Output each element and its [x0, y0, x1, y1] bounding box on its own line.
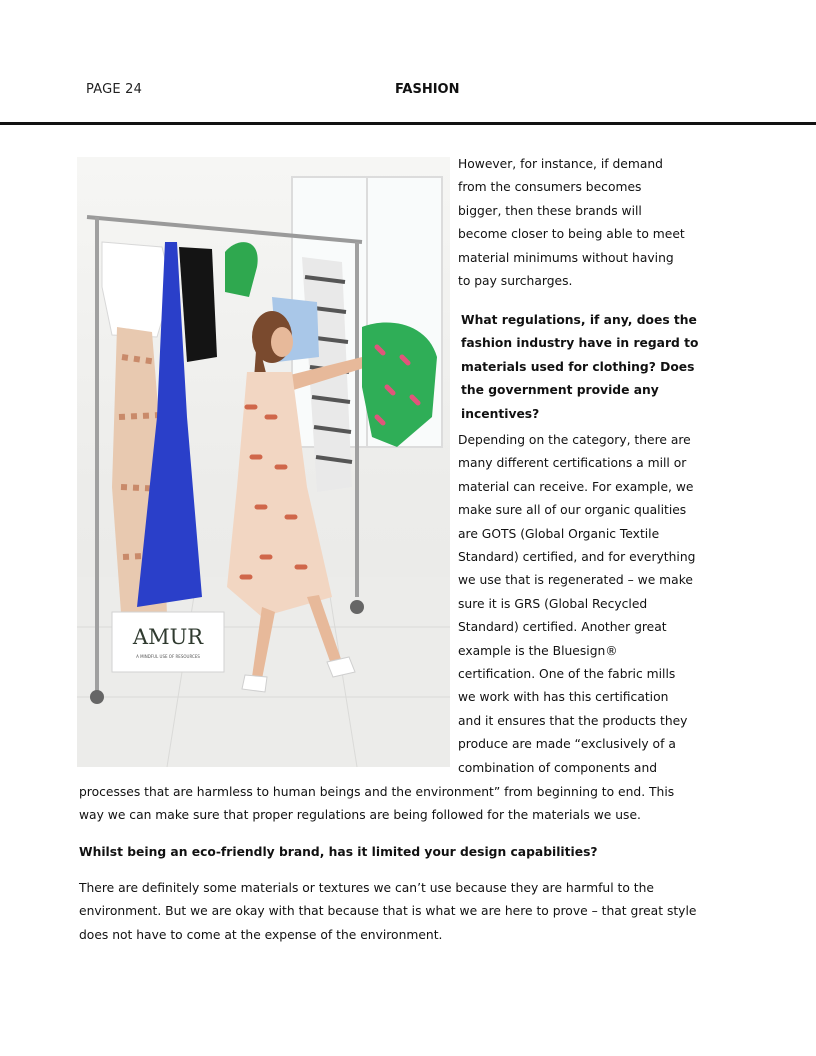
- text-line: Standard) certified, and for everything: [458, 550, 696, 565]
- text-line: many different certifications a mill or: [458, 456, 687, 471]
- text-line: There are definitely some materials or textures we can’t use because they are harmful to the: [79, 881, 654, 895]
- text-line: materials used for clothing? Does: [461, 359, 695, 374]
- text-line: we work with has this certification: [458, 690, 669, 705]
- text-line: combination of components and: [458, 760, 658, 775]
- fashion-photo-icon: [77, 157, 450, 767]
- paragraph-certifications-continued: [79, 781, 699, 828]
- text-line: are GOTS (Global Organic Textile: [458, 526, 660, 541]
- text-line: bigger, then these brands will: [458, 203, 642, 218]
- text-line: incentives?: [461, 406, 540, 421]
- text-line: certification. One of the fabric mills: [458, 667, 676, 682]
- bag-brand-text: AMUR: [132, 625, 204, 649]
- text-line: example is the Bluesign®: [458, 643, 618, 658]
- text-line: Whilst being an eco-friendly brand, has it limited your design capabilities?: [79, 845, 598, 859]
- text-line: does not have to come at the expense of the environment.: [79, 927, 443, 942]
- paragraph-materials: [79, 877, 699, 947]
- text-line: Depending on the category, there are: [458, 433, 691, 447]
- text-line: environment. But we are okay with that because that is what we are here to prove – that great style: [79, 904, 697, 919]
- text-line: become closer to being able to meet: [458, 227, 685, 242]
- text-line: processes that are harmless to human beings and the environment” from beginning to end. This: [79, 785, 675, 799]
- text-line: What regulations, if any, does the: [461, 313, 697, 327]
- paragraph-certifications: [458, 429, 698, 780]
- question-design-capabilities: [79, 841, 699, 864]
- text-line: make sure all of our organic qualities: [458, 503, 687, 518]
- text-line: produce are made “exclusively of a: [458, 737, 676, 752]
- text-line: and it ensures that the products they: [458, 713, 688, 728]
- fashion-photo: [77, 157, 450, 767]
- text-line: sure it is GRS (Global Recycled: [458, 596, 648, 611]
- page-number: PAGE 24: [86, 82, 143, 97]
- text-line: the government provide any: [461, 383, 659, 398]
- text-line: material can receive. For example, we: [458, 479, 694, 494]
- section-title: FASHION: [395, 82, 460, 97]
- text-line: However, for instance, if demand: [458, 157, 663, 171]
- text-line: way we can make sure that proper regulations are being followed for the materials we use.: [79, 808, 641, 823]
- bag-tagline-text: A MINDFUL USE OF RESOURCES: [136, 654, 200, 659]
- header-rule: [0, 122, 816, 125]
- text-line: fashion industry have in regard to: [461, 336, 699, 351]
- paragraph-demand: [458, 153, 694, 293]
- text-line: from the consumers becomes: [458, 180, 642, 195]
- text-line: we use that is regenerated – we make: [458, 573, 693, 588]
- text-line: material minimums without having: [458, 250, 674, 265]
- question-regulations: [461, 309, 699, 426]
- text-line: to pay surcharges.: [458, 274, 573, 289]
- text-line: Standard) certified. Another great: [458, 620, 667, 635]
